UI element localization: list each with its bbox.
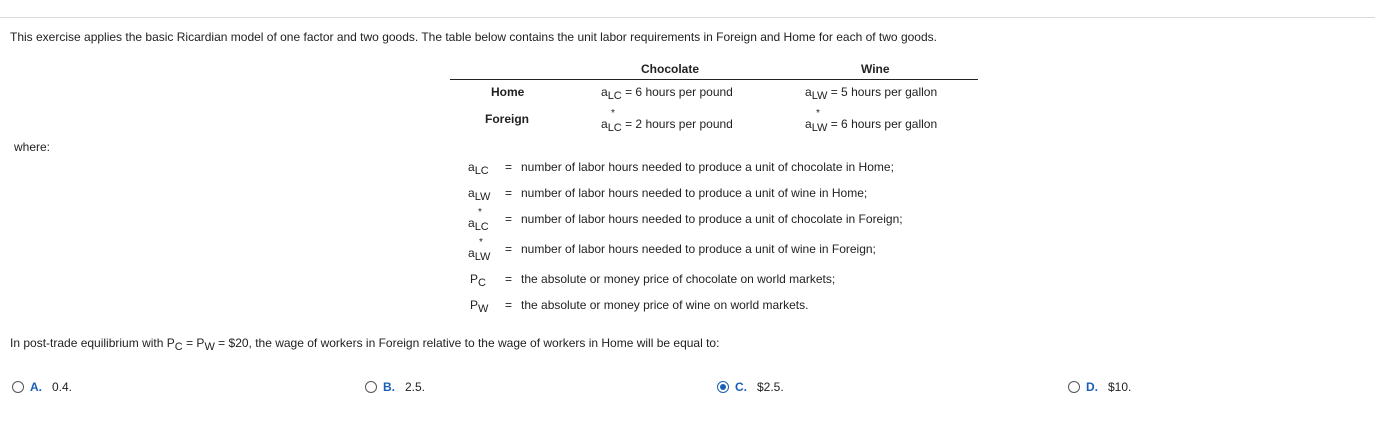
cell-foreign-wine [805, 108, 938, 134]
row-header-home: Home [491, 85, 525, 99]
definition-6: the absolute or money price of wine on world markets. [521, 298, 809, 312]
definition-3: number of labor hours needed to produce a unit of chocolate in Foreign; [521, 212, 903, 226]
radio-selected-icon[interactable] [717, 381, 729, 393]
def-equals: = [505, 242, 513, 256]
where-label: where: [14, 140, 51, 154]
def-equals: = [505, 272, 513, 286]
option-a-text: 0.4. [52, 380, 73, 394]
def-equals: = [505, 186, 513, 200]
top-divider [0, 17, 1375, 18]
symbol-alw-star: a * LW [805, 108, 828, 134]
foreign-chocolate-value: = 2 hours per pound [625, 117, 733, 131]
def-equals: = [505, 160, 513, 174]
symbol-alw: aLW [805, 85, 828, 102]
def-symbol-pc: PC [470, 272, 486, 289]
option-c-text: $2.5. [757, 380, 784, 394]
question-text: In post-trade equilibrium with PC = PW = $20, the wage of workers in Foreign relative to the wage of workers in Home will be equal to: [10, 336, 720, 353]
def-symbol-alw: aLW [468, 186, 491, 203]
intro-text: This exercise applies the basic Ricardian model of one factor and two goods. The table below contains the unit labor requirements in Foreign and Home for each of two goods. [10, 30, 937, 44]
row-header-foreign: Foreign [485, 112, 529, 126]
def-symbol-pw: PW [470, 298, 489, 315]
option-b-text: 2.5. [405, 380, 426, 394]
radio-icon[interactable] [12, 381, 24, 393]
def-equals: = [505, 212, 513, 226]
def-symbol-alc-star: a * LC [468, 207, 489, 233]
radio-icon[interactable] [1068, 381, 1080, 393]
col-header-chocolate: Chocolate [641, 62, 700, 76]
option-b[interactable]: B. 2.5. [365, 380, 425, 394]
definition-4: number of labor hours needed to produce a unit of wine in Foreign; [521, 242, 876, 256]
foreign-wine-value: = 6 hours per gallon [830, 117, 938, 131]
home-wine-value: = 5 hours per gallon [830, 85, 938, 99]
cell-home-wine [805, 85, 938, 102]
definition-1: number of labor hours needed to produce a unit of chocolate in Home; [521, 160, 894, 174]
option-d[interactable]: D. $10. [1068, 380, 1131, 394]
home-chocolate-value: = 6 hours per pound [625, 85, 733, 99]
radio-icon[interactable] [365, 381, 377, 393]
cell-foreign-chocolate [601, 108, 733, 134]
definition-5: the absolute or money price of chocolate on world markets; [521, 272, 836, 286]
def-symbol-alw-star: a * LW [468, 237, 491, 263]
def-symbol-alc: aLC [468, 160, 489, 177]
symbol-alc: aLC [601, 85, 622, 102]
symbol-alc-star: a * LC [601, 108, 622, 134]
col-header-wine: Wine [861, 62, 890, 76]
table-header-rule [450, 79, 978, 80]
definition-2: number of labor hours needed to produce a unit of wine in Home; [521, 186, 868, 200]
cell-home-chocolate [601, 85, 733, 102]
option-c[interactable]: C. $2.5. [717, 380, 784, 394]
option-a[interactable]: A. 0.4. [12, 380, 72, 394]
def-equals: = [505, 298, 513, 312]
option-d-text: $10. [1108, 380, 1132, 394]
